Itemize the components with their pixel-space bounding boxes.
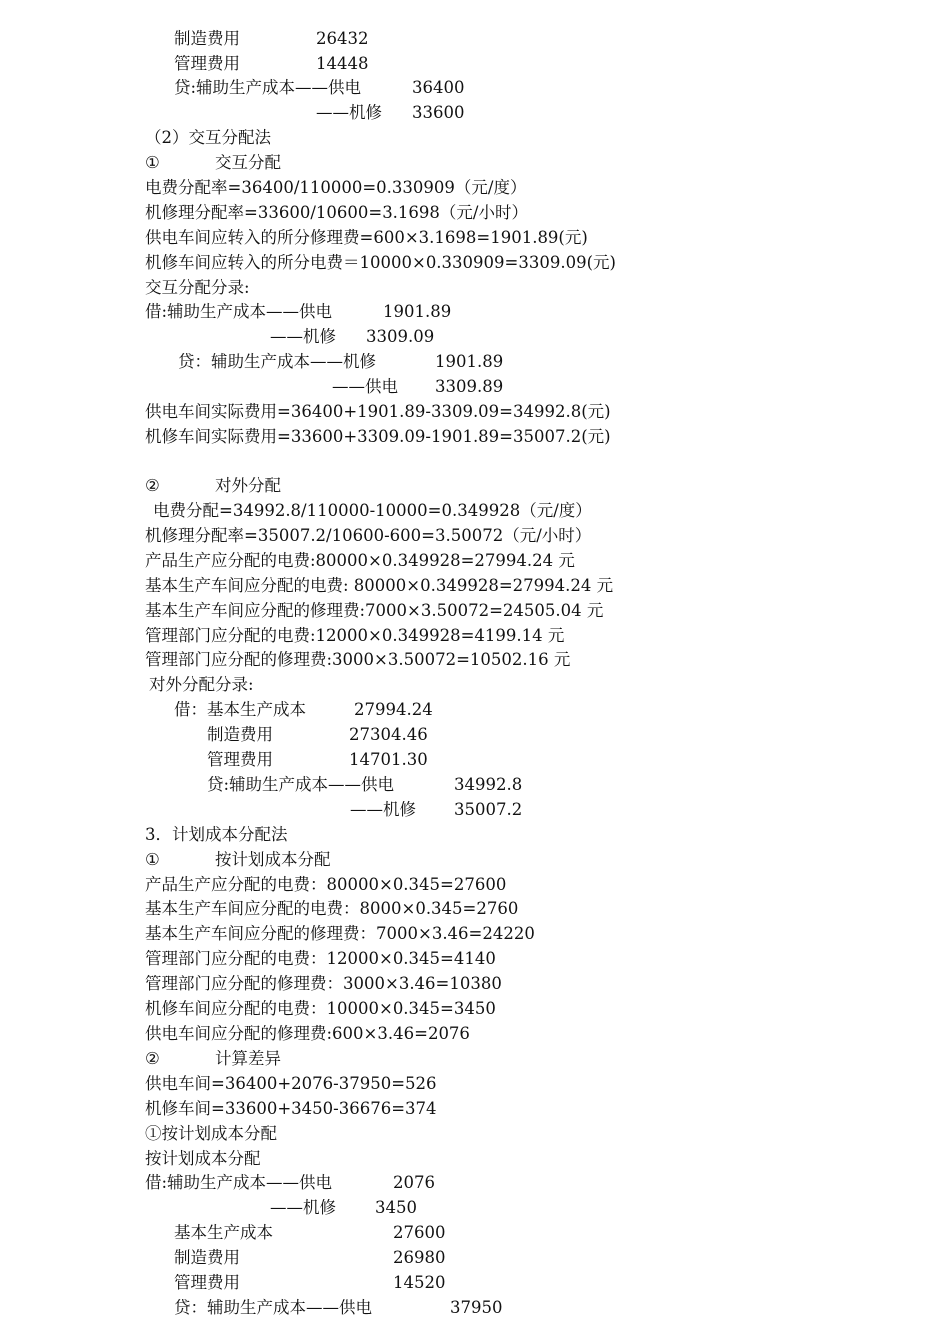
step-title: 对外分配 <box>215 476 281 495</box>
line-label: 制造费用 <box>174 1248 240 1267</box>
line-text: 基本生产车间应分配的修理费:7000×3.50072=24505.04 元 <box>145 601 604 620</box>
line-text: 机修理分配率=33600/10600=3.1698（元/小时） <box>145 203 528 222</box>
line-label: 管理费用 <box>174 1273 240 1292</box>
line-amount: 1901.89 <box>435 352 504 371</box>
line-text: 供电车间实际费用=36400+1901.89-3309.09=34992.8(元) <box>145 402 611 421</box>
line-amount: 14520 <box>393 1273 446 1292</box>
line-amount: 3309.89 <box>435 377 504 396</box>
line-label: ——机修 <box>270 1198 336 1217</box>
line-label: ——机修 <box>316 103 382 122</box>
line-text: 机修车间应转入的所分电费＝10000×0.330909=3309.09(元) <box>145 253 616 272</box>
line-text: 产品生产应分配的电费:80000×0.349928=27994.24 元 <box>145 551 575 570</box>
line-text: 供电车间应分配的修理费:600×3.46=2076 <box>145 1024 470 1043</box>
line-text: 供电车间=36400+2076-37950=526 <box>145 1074 437 1093</box>
line-text: 机修理分配率=35007.2/10600-600=3.50072（元/小时） <box>145 526 592 545</box>
step-title: 按计划成本分配 <box>215 850 331 869</box>
line-amount: 27994.24 <box>354 700 433 719</box>
line-text: 管理部门应分配的电费:12000×0.349928=4199.14 元 <box>145 626 565 645</box>
line-text: 基本生产车间应分配的修理费：7000×3.46=24220 <box>145 924 535 943</box>
line-text: 机修车间实际费用=33600+3309.09-1901.89=35007.2(元) <box>145 427 611 446</box>
line-amount: 2076 <box>393 1173 435 1192</box>
line-amount: 34992.8 <box>454 775 523 794</box>
line-label: 贷:辅助生产成本——供电 <box>207 775 395 794</box>
line-label: 借:辅助生产成本——供电 <box>145 302 333 321</box>
line-label: 贷：辅助生产成本——机修 <box>178 352 376 371</box>
line-amount: 14701.30 <box>349 750 428 769</box>
line-label: 管理费用 <box>174 54 240 73</box>
line-text: （2）交互分配法 <box>145 128 271 147</box>
line-label: ——机修 <box>270 327 336 346</box>
step-number: ② <box>145 476 160 495</box>
line-label: 制造费用 <box>207 725 273 744</box>
line-label: 借：基本生产成本 <box>174 700 306 719</box>
step-title: 交互分配 <box>215 153 281 172</box>
line-amount: 36400 <box>412 78 465 97</box>
line-text: 3．计划成本分配法 <box>145 825 288 844</box>
step-number: ① <box>145 153 160 172</box>
line-label: ——机修 <box>350 800 416 819</box>
line-amount: 37950 <box>450 1298 503 1317</box>
line-label: 借:辅助生产成本——供电 <box>145 1173 333 1192</box>
line-text: 供电车间应转入的所分修理费=600×3.1698=1901.89(元) <box>145 228 588 247</box>
line-amount: 26432 <box>316 29 369 48</box>
line-amount: 26980 <box>393 1248 446 1267</box>
line-text: ①按计划成本分配 <box>145 1124 277 1143</box>
line-amount: 3309.09 <box>366 327 435 346</box>
line-text: 机修车间应分配的电费：10000×0.345=3450 <box>145 999 496 1018</box>
line-text: 管理部门应分配的修理费：3000×3.46=10380 <box>145 974 502 993</box>
line-text: 基本生产车间应分配的电费：8000×0.345=2760 <box>145 899 519 918</box>
line-label: 贷：辅助生产成本——供电 <box>174 1298 372 1317</box>
line-label: 基本生产成本 <box>174 1223 273 1242</box>
line-text: 按计划成本分配 <box>145 1149 261 1168</box>
line-text: 管理部门应分配的电费：12000×0.345=4140 <box>145 949 496 968</box>
line-label: ——供电 <box>332 377 398 396</box>
line-label: 制造费用 <box>174 29 240 48</box>
step-title: 计算差异 <box>215 1049 281 1068</box>
line-text: 交互分配分录: <box>145 278 250 297</box>
line-label: 管理费用 <box>207 750 273 769</box>
line-amount: 14448 <box>316 54 369 73</box>
step-number: ② <box>145 1049 160 1068</box>
line-text: 电费分配率=36400/110000=0.330909（元/度） <box>145 178 527 197</box>
step-number: ① <box>145 850 160 869</box>
line-amount: 27304.46 <box>349 725 428 744</box>
line-amount: 3450 <box>375 1198 417 1217</box>
line-amount: 35007.2 <box>454 800 523 819</box>
line-label: 贷:辅助生产成本——供电 <box>174 78 362 97</box>
line-text: 电费分配=34992.8/110000-10000=0.349928（元/度） <box>153 501 592 520</box>
line-text: 基本生产车间应分配的电费: 80000×0.349928=27994.24 元 <box>145 576 614 595</box>
line-text: 产品生产应分配的电费：80000×0.345=27600 <box>145 875 507 894</box>
line-text: 管理部门应分配的修理费:3000×3.50072=10502.16 元 <box>145 650 571 669</box>
line-amount: 1901.89 <box>383 302 452 321</box>
line-amount: 27600 <box>393 1223 446 1242</box>
line-text: 机修车间=33600+3450-36676=374 <box>145 1099 437 1118</box>
line-text: 对外分配分录: <box>149 675 254 694</box>
line-amount: 33600 <box>412 103 465 122</box>
